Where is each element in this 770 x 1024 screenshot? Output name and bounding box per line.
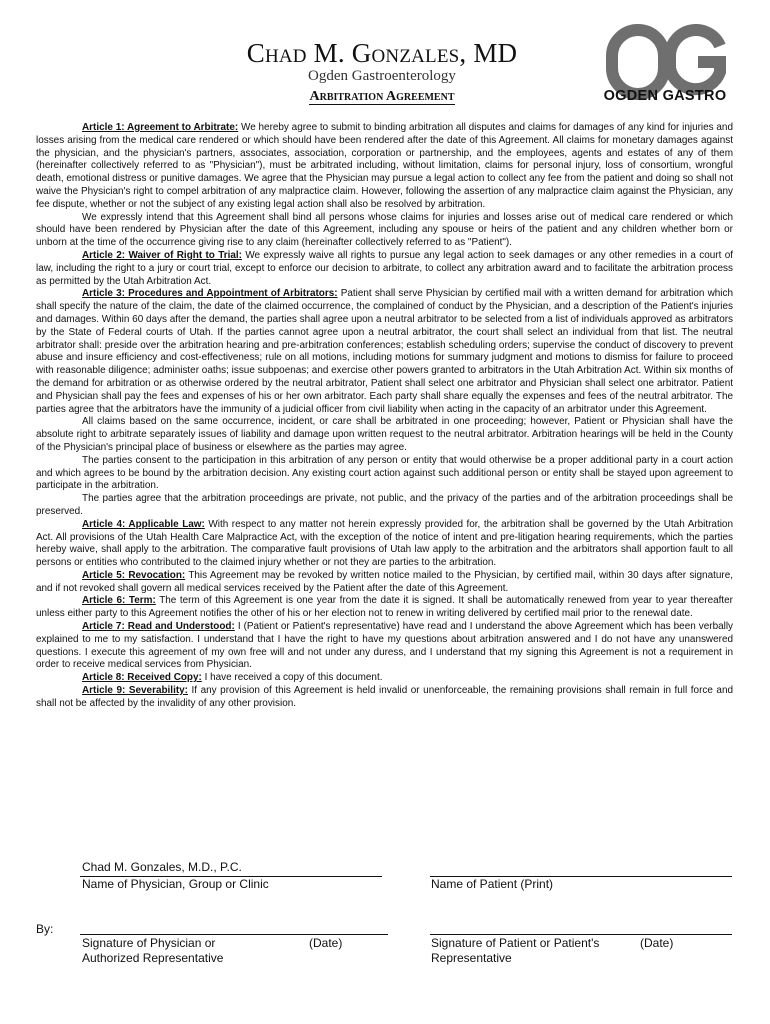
article-3-continued-c <box>36 493 733 519</box>
physician-group-value[interactable]: Chad M. Gonzales, M.D., P.C. <box>82 860 242 874</box>
article-1 <box>36 122 733 212</box>
physician-signature-label-1: Signature of Physician or <box>82 936 216 950</box>
patient-signature-label-2: Representative <box>431 951 512 965</box>
patient-date-label: (Date) <box>640 936 674 950</box>
by-label: By: <box>36 922 54 936</box>
article-heading: Article 4: Applicable Law: <box>82 518 205 530</box>
article-text: The parties agree that the arbitration proceedings are private, not public, and the privacy of the parties and of the arbitration proceedings shall be preserved. <box>36 493 733 517</box>
article-5 <box>36 570 733 596</box>
article-heading: Article 2: Waiver of Right to Trial: <box>82 249 242 261</box>
article-3-continued-b <box>36 455 733 493</box>
article-7 <box>36 621 733 672</box>
logo-letters: OG <box>606 24 608 25</box>
physician-signature-label-2: Authorized Representative <box>82 951 224 965</box>
article-heading: Article 8: Received Copy: <box>82 672 202 684</box>
logo-text: OGDEN GASTRO <box>603 88 727 104</box>
document-title-text: Arbitration Agreement <box>309 89 455 104</box>
article-6 <box>36 595 733 621</box>
article-1-continued <box>36 212 733 250</box>
article-text: The parties consent to the participation in this arbitration of any person or entity that would otherwise be a proper additional party in a court action and which agrees to be bound by the arbitration decision. Any existing court action against such additional person or entity shall be stayed upon agreement to participate in the arbitration. <box>36 454 733 492</box>
article-4 <box>36 519 733 570</box>
article-heading: Article 9: Severability: <box>82 685 188 697</box>
article-heading: Article 3: Procedures and Appointment of Arbitrators: <box>82 288 338 300</box>
patient-signature-label-1: Signature of Patient or Patient's <box>431 936 600 950</box>
document-title <box>222 89 542 105</box>
physician-group-label: Name of Physician, Group or Clinic <box>82 877 269 891</box>
article-3 <box>36 288 733 416</box>
article-text: Patient shall serve Physician by certified mail with a written demand for arbitration which shall specify the nature of the claim, the date of the claimed occurrence, the complained of conduct by the Physician, and a description of the Patient's injuries and damages. Within 60 days after the demand, the parties shall agree upon a neutral arbitrator to be selected from a list of individuals approved as arbitrators by the State of Federal courts of Utah. If the parties cannot agree upon a neutral arbitrator, the court shall select an individual from that list. The neutral arbitrator shall: preside over the arbitration hearing and pre-arbitration conferences; establish scheduling orders; supervise the conduct of discovery to prevent abuse and insure efficiency and cost-effectiveness; rule on all motions, including motions for summary judgment and motions to dismiss for failure to proceed with reasonable diligence; administer oaths; issue subpoenas; and exercise other powers granted to arbitrators in the Utah Arbitration Act. Within six months of the demand for arbitration or as otherwise ordered by the neutral arbitrator, Patient shall select one arbitrator and Physician shall select one arbitrator. Patient and Physician shall pay the fees and expenses of his or her own arbitrator. Each party shall share equally the expenses and fees of the neutral arbitrator. The parties agree that the arbitrators have the immunity of a judicial officer from civil liability when acting in the capacity of an arbitrator under this Agreement. <box>36 288 733 415</box>
article-heading: Article 1: Agreement to Arbitrate: <box>82 122 239 133</box>
article-text: All claims based on the same occurrence, incident, or care shall be arbitrated in one proceeding; however, Patient or Physician shall have the absolute right to arbitrate separately issues of liability and damage upon written request to the neutral arbitrator. Arbitration hearings will be held in the County of the Physician's principal place of business or elsewhere as the parties may agree. <box>36 416 733 453</box>
physician-signature-line[interactable] <box>80 934 388 935</box>
article-text: I (Patient or Patient's representative) have read and I understand the above Agreement which has been verbally explained to me to my satisfaction. I understand that I have the right to have my questions about arbitration answered and I do not have any unanswered questions. I execute this agreement of my own free will and not under any duress, and I understand that my signing this Agreement is not a requirement in order to receive medical services from Physician. <box>36 621 734 671</box>
article-8 <box>36 672 733 685</box>
article-text: The term of this Agreement is one year from the date it is signed. It shall be automatically renewed from year to year thereafter unless either party to this Agreement notifies the other of his or her election not to renew in writing delivered by certified mail prior to the renewal date. <box>36 595 733 620</box>
article-text: With respect to any matter not herein expressly provided for, the arbitration shall be governed by the Utah Arbitration Act. All provisions of the Utah Health Care Malpractice Act, with the exception of the notice of intent and pre-litigation hearing requirements, which the parties hereby waive, shall apply to the arbitration. The comparative fault provisions of Utah law apply to the arbitration and the arbitrators shall apportion fault to all persons or entities who contributed to the claimed injury whether or not they are parties to the arbitration. <box>36 518 733 569</box>
article-heading: Article 5: Revocation: <box>82 569 186 581</box>
article-9 <box>36 685 733 711</box>
article-text: If any provision of this Agreement is held invalid or unenforceable, the remaining provisions shall remain in full force and shall not be affected by the invalidity of any other provision. <box>36 685 734 709</box>
article-text: We expressly intend that this Agreement shall bind all persons whose claims for injuries and losses arise out of medical care rendered or which should have been rendered by Physician after the date of this Agreement, including any spouse or heirs of the patient and any children whether born or unborn at the time of the occurrence giving rise to any claim (hereinafter collectively referred to as "Patient"). <box>36 211 733 249</box>
practice-name: Ogden Gastroenterology <box>308 68 456 84</box>
patient-signature-line[interactable] <box>430 934 732 935</box>
physician-name-title: Chad M. Gonzales, MD <box>246 38 518 68</box>
article-text: This Agreement may be revoked by written notice mailed to the Physician, by certified mail, within 30 days after signature, and if not revoked shall govern all medical services received by the Patient after the date of this Agreement. <box>36 569 733 594</box>
article-2 <box>36 250 733 288</box>
patient-name-label: Name of Patient (Print) <box>431 877 554 891</box>
article-text: I have received a copy of this document. <box>201 672 383 684</box>
article-heading: Article 6: Term: <box>82 595 156 607</box>
agreement-body <box>36 122 733 711</box>
article-text: We expressly waive all rights to pursue any legal action to seek damages or any other remedies in a court of law, including the right to a jury or court trial, except to enforce our decision to arbitrate, to collect any arbitration award and to facilitate the arbitration process as permitted by the Utah Arbitration Act. <box>36 249 733 287</box>
article-text: We hereby agree to submit to binding arbitration all disputes and claims for damages of any kind for injuries and losses arising from the medical care rendered or which should have been rendered after the date of this Agreement. All claims for monetary damages against the physician, and the physician's partners, associates, association, corporation or partnership, and the employees, agents and estates of any of them (hereinafter collectively referred to as "Physician"), must be arbitrated including, without limitation, claims for personal injury, loss of consortium, wrongful death, emotional distress or punitive damages. We agree that the Physician may pursue a legal action to collect any fee from the patient and doing so shall not waive the Physician's right to compel arbitration of any malpractice claim. However, following the assertion of any malpractice claim against the Physician, any fee dispute, whether or not the subject of any existing legal action shall also be resolved by arbitration. <box>36 122 733 210</box>
article-3-continued-a <box>36 416 733 454</box>
physician-date-label: (Date) <box>309 936 343 950</box>
article-heading: Article 7: Read and Understood: <box>82 621 235 633</box>
